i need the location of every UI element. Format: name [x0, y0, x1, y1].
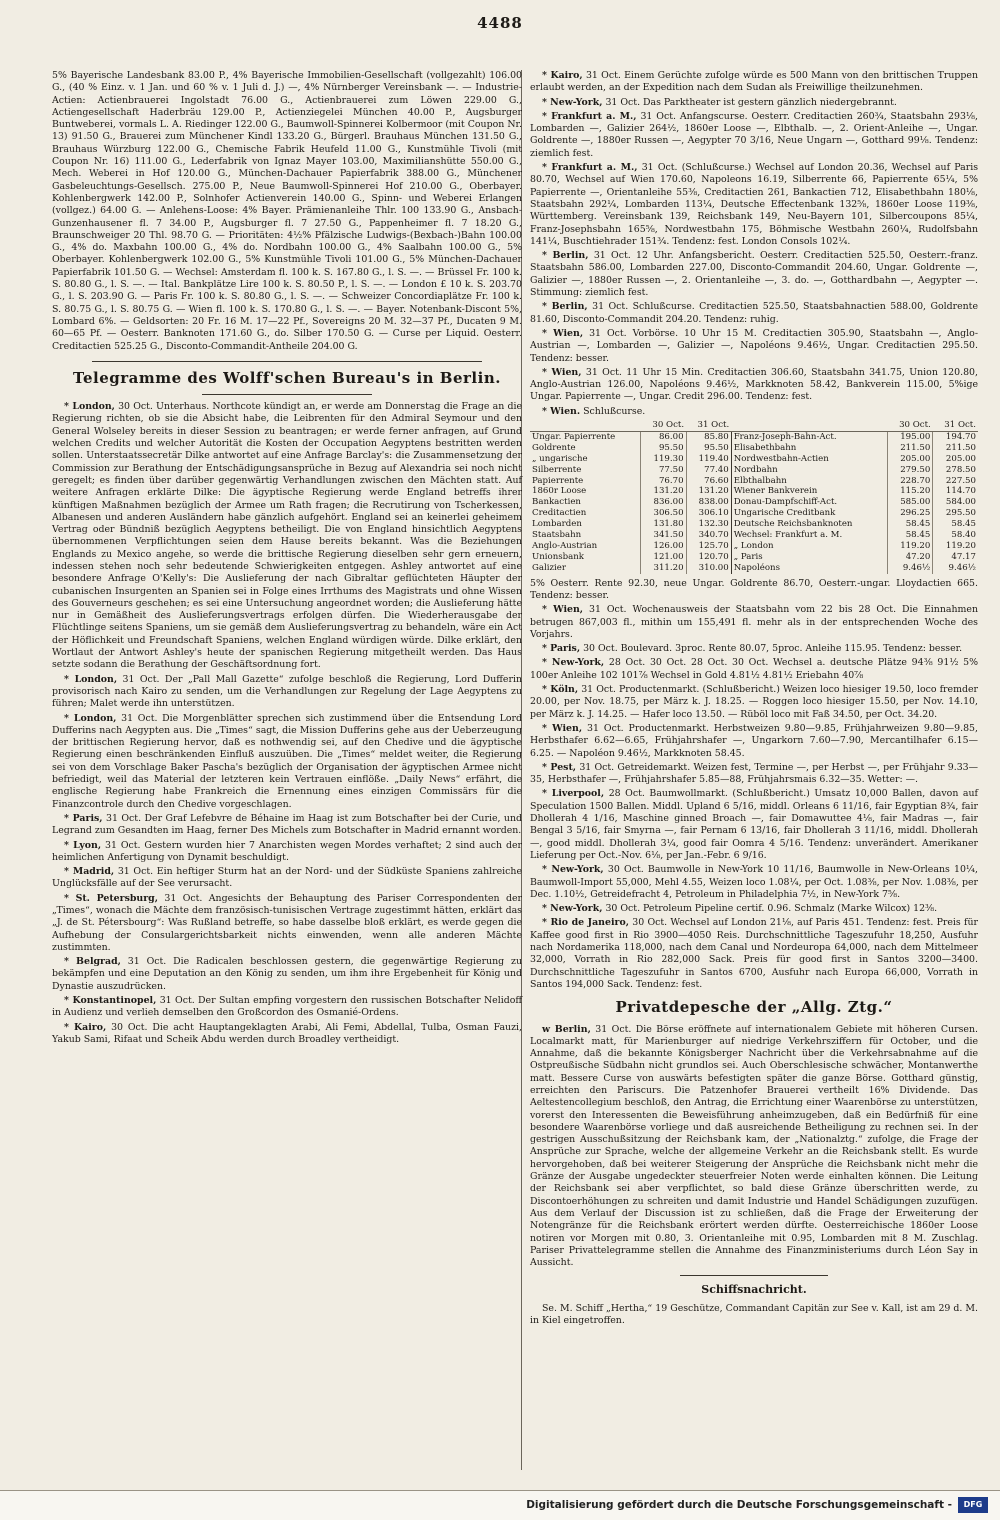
dispatch-belgrad: [52, 956, 522, 993]
table-cell-label: Wiener Bankverein: [731, 486, 887, 497]
table-cell-label: Ungar. Papierrente: [532, 431, 616, 442]
dispatch-text: 31 Oct. Das Parktheater ist gestern gänzlich niedergebrannt.: [605, 96, 897, 108]
table-cell-value: 76.70: [641, 476, 686, 487]
dispatch-text: 31 Oct. Der Sultan empfing vorgestern den russischen Botschafter Nelidoff in Audienz und verlieh demselben den Großcordon des Osmanié-Ordens.: [52, 995, 522, 1019]
table-cell-value: 115.20: [888, 486, 933, 497]
dispatch-london-31b: [52, 713, 522, 811]
table-cell-value: 77.50: [641, 465, 686, 476]
table-cell-label: „ London: [731, 541, 887, 552]
dispatch-text: 30 Oct. Unterhaus. Northcote kündigt an, er werde am Donnerstag die Frage an die Regierung richten, ob sie die Absicht habe, die Leibrenten für den Admiral Seymour und den General Wolseley bereits in dieser Session zu beantragen; er werde ferner anfragen, auf Grund welchen Credits und welcher Autorität die Kosten der Occupation Aegyptens bestritten werden sollen. Unterstaatssecretär Dilke antwortet auf eine Anfrage Barclay's: die Zusammensetzung der Commission zur Berathung der Entschädigungsansprüche in Bezug auf Alexandria sei noch nicht geregelt; es finden über darüber gegenwärtig Verhandlungen zwischen den Mächten statt. Auf weitere Anfragen erklärte Dilke: Die ägyptische Regierung werde England betreffs ihrer künftigen Maßnahmen bezüglich der Armee um Rath fragen; die Recrutirung von Tscherkessen, Albanesen und anderen Ausländern habe gänzlich aufgehört. England sei an keinerlei geheimem Vertrag oder Bündniß bezüglich Aegyptens betheiligt. Die von England hinsichtlich Aegyptens übernommenen Verpflichtungen seien dem Hause bereits bekannt. Was die Beziehungen Englands zu Mexico angehe, so werde die brittische Regierung dieselben sehr gern erneuern, indessen stehen noch sehr bedeutende Schwierigkeiten entgegen. Ashley antwortet auf eine besondere Anfrage O'Kelly's: Die Auslieferung der nach Gibraltar geflüchteten Häupter der cubanischen Insurgenten an Spanien sei in Folge eines Irrthums des Magistrats und ohne Wissen des Gouverneurs geschehen; es sei eine Untersuchung angeordnet worden; die Auslieferung hätte nur in Gemäßheit des Auslieferungsvertrags erfolgen dürfen. Die Wiederherausgabe der Flüchtlinge seitens Spaniens, um sie gemäß dem Auslieferungsvertrag zu behandeln, wäre ein Act der Höflichkeit und Freundschaft Spaniens, welchen England würdigen würde. Dilke erklärt, den Wortlaut der Antwort Ashley's heute der spanischen Regierung mitgetheilt werden. Das Haus setzte sodann die Berathung der Geschäftsordnung fort.: [52, 401, 523, 671]
dispatch-new-york-1: [530, 97, 978, 109]
table-cell-value: 306.50: [641, 508, 686, 519]
place-lyon: * Lyon,: [64, 839, 102, 851]
dispatch-wien-2: [530, 367, 978, 404]
table-row: [530, 454, 978, 465]
footer-credit: Digitalisierung gefördert durch die Deutsche Forschungsgemeinschaft -: [526, 1499, 952, 1511]
table-cell-label: „ Paris: [731, 552, 887, 563]
dispatch-kairo-30: [52, 1022, 522, 1047]
table-cell-value: 205.00: [888, 454, 933, 465]
dispatch-text: 31 Oct. Wochenausweis der Staatsbahn vom 22 bis 28 Oct. Die Einnahmen betrugen 867,003 fl., mithin um 155,491 fl. mehr als in der entsprechenden Woche des Vorjahrs.: [530, 604, 978, 640]
place-london: * London,: [64, 712, 117, 724]
table-cell-label: Lombarden: [532, 519, 582, 530]
place-kairo: * Kairo,: [542, 70, 583, 81]
dispatch-text: 31 Oct. Productenmarkt. Herbstweizen 9.80—9.85, Frühjahrweizen 9.80—9.85, Herbsthafer 6.62—6.65, Frühjahrshafer —, Ungarkorn 7.60—7.90, Mercantilhafer 6.15—6.25. — Napoléon 9.46½, Markknoten 58.45.: [530, 722, 978, 759]
dispatch-madrid: [52, 866, 522, 891]
table-row: [530, 519, 978, 530]
table-cell-label: Donau-Dampfschiff-Act.: [731, 497, 887, 508]
telegram-heading: Telegramme des Wolff'schen Bureau's in Berlin.: [73, 368, 501, 387]
dispatch-text: 31 Oct. Der Graf Lefebvre de Béhaine im Haag ist zum Botschafter bei der Curie, und Legrand zum Gesandten im Haag, ferner Des Michels zum Botschafter in Madrid ernannt worden.: [52, 812, 522, 837]
table-cell-value: 838.00: [686, 497, 731, 508]
table-cell-value: 211.50: [933, 443, 978, 454]
dispatch-text: 31 Oct. 12 Uhr. Anfangsbericht. Oesterr. Creditactien 525.50, Oesterr.-franz. Staatsbahn 586.00, Lombarden 227.00, Disconto-Commandit 204.60, Ungar. Goldrente —, Galizier —, 1880er Russen —, 2. Orientanleihe —, 3. do. —, Gotthardbahn —, Aegypter —. Stimmung: ziemlich fest.: [530, 250, 978, 299]
table-cell-value: 131.20: [641, 486, 686, 497]
dispatch-text: 31 Oct. Getreidemarkt. Weizen fest, Termine —, per Herbst —, per Frühjahr 9.33—35, Herbsthafer —, Frühjahrshafer 5.85—88, Frühjahrsmais 6.32—35. Wetter: —.: [530, 761, 978, 786]
place-madrid: * Madrid,: [64, 866, 115, 878]
dispatch-berlin-1: [530, 250, 978, 299]
table-cell-label: Galizier: [532, 562, 566, 573]
dispatch-private-berlin: [530, 1024, 978, 1270]
place-rio: * Rio de Janeiro,: [542, 917, 629, 929]
table-cell-label: Nordwestbahn-Actien: [731, 454, 887, 465]
page-number: 4488: [477, 14, 523, 32]
table-cell-value: 95.50: [686, 443, 731, 454]
table-cell-value: 9.46½: [888, 563, 933, 574]
left-column: [52, 70, 522, 1048]
place-new-york: * New-York,: [542, 96, 603, 108]
dispatch-text: 31 Oct. Gestern wurden hier 7 Anarchisten wegen Mordes verhaftet; 2 sind auch der heimlichen Anfertigung von Dynamit beschuldigt.: [52, 839, 522, 863]
table-header: 30 Oct.: [888, 420, 933, 431]
table-cell-label: Unionsbank: [532, 551, 585, 562]
ship-news-heading: Schiffsnachricht.: [701, 1283, 807, 1297]
table-cell-value: 119.20: [888, 541, 933, 552]
place-wien: * Wien,: [542, 722, 583, 734]
table-row: [530, 530, 978, 541]
dispatch-rio: [530, 917, 978, 991]
dispatch-text: 31 Oct. Die Morgenblätter sprechen sich zustimmend über die Entsendung Lord Dufferins nach Aegypten aus. Die „Times“ sagt, die Mission Dufferins gehe aus der Ueberzeugung der brittischen Regierung hervor, daß es nothwendig sei, auf den Chedive und die ägyptische Regierung einen beschränkenden Einfluß auszuüben. Die „Times“ meldet weiter, die Regierung sei von dem Vorschlage Baker Pascha's bezüglich der Organisation der ägyptischen Armee nicht befriedigt, weil das Material der letzteren kein Vertrauen einflöße. „Daily News“ erfährt, die englische Regierung habe Frankreich die Ernennung eines einzigen Commissärs für die Finanzcontrole durch den Chedive vorgeschlagen.: [52, 712, 523, 810]
dispatch-text: 31 Oct. Schlußcurse. Creditactien 525.50, Staatsbahnactien 588.00, Goldrente 81.60, Disconto-Commandit 204.20. Tendenz: ruhig.: [530, 301, 978, 325]
table-body: [530, 431, 978, 573]
place-new-york: * New-York,: [542, 903, 603, 915]
table-cell-label: Bankactien: [532, 497, 581, 508]
table-cell-label: Wechsel: Frankfurt a. M.: [731, 530, 887, 541]
place-wien: * Wien.: [542, 405, 581, 417]
dispatch-london-31a: [52, 674, 522, 711]
place-london: * London,: [64, 673, 118, 685]
place-berlin: * Berlin,: [542, 250, 589, 262]
table-cell-label: Napoléons: [731, 563, 887, 574]
dispatch-text: 31 Oct. Der „Pall Mall Gazette“ zufolge beschloß die Regierung, Lord Dufferin provisorisch nach Kairo zu senden, um die Verhandlungen zur Regelung der Lage Aegyptens zu führen; Malet werde ihn unterstützen.: [52, 673, 523, 710]
table-cell-value: 295.50: [933, 508, 978, 519]
section-rule: [92, 361, 482, 362]
dispatch-liverpool: [530, 788, 978, 862]
dispatch-text: 31 Oct. 11 Uhr 15 Min. Creditactien 306.60, Staatsbahn 341.75, Union 120.80, Anglo-Austrian 126.00, Napoléons 9.46½, Markknoten 58.42, Bankverein 115.00, 5%ige Ungar. Papierrente —, Ungar. Credit 296.00. Tendenz: fest.: [530, 366, 978, 403]
table-cell-label: Elisabethbahn: [731, 443, 887, 454]
dispatch-text: 30 Oct. Die acht Hauptangeklagten Arabi, Ali Femi, Abdellal, Tulba, Osman Fauzi, Yakub Sami, Rifaat und Scheik Abdu werden durch Broadley vertheidigt.: [52, 1021, 522, 1045]
heading-rule: [202, 394, 372, 395]
table-cell-value: 76.60: [686, 476, 731, 487]
table-cell-label: Ungarische Creditbank: [731, 508, 887, 519]
market-report-continued: 5% Bayerische Landesbank 83.00 P., 4% Bayerische Immobilien-Gesellschaft (vollgezahlt) 106.00 G., (40 % Einz. v. 1 Jan. und 60 % v. 1 Juli d. J.) —, 4% Nürnberger Vereinsbank —. — Industrie-Actien: Actienbrauerei Ingolstadt 76.00 G., Actienbrauerei zum Löwen 229.00 G., Actiengesellschaft Haderbräu 129.00 P., Actienziegelei München 40.00 P., Augsburger Buntweberei, vormals L. A. Riedinger 122.00 G., Baumwoll-Spinnerei Kolbermoor (mit Coupon Nr. 13) 91.50 G., Brauerei zum Münchener Kindl 133.20 G., Bürgerl. Brauhaus München 131.50 G., Brauhaus Würzburg 122.00 G., Chemische Fabrik Heufeld 11.00 G., Kunstmühle Tivoli (mit Coupon Nr. 16) 111.00 G., Lederfabrik von Ignaz Mayer 103.00, Maximilianshütte 550.00 G., Mech. Weberei in Hof 120.00 G., München-Dachauer Papierfabrik 388.00 G., Münchener Gasbeleuchtungs-Gesellsch. 275.00 P., Neue Baumwoll-Spinnerei Hof 210.00 G., Oberbayer. Kohlenbergwerk 142.00 P., Solnhofer Actienverein 140.00 G., Spinn- und Weberei Erlangen (vollgez.) 64.00 G. — Anlehens-Loose: 4% Bayer. Prämienanleihe Thlr. 100 133.90 G., Ansbach-Gunzenhausener fl. 7 34.00 P., Augsburger fl. 7 27.50 G., Pappenheimer fl. 7 18.20 G., Braunschweiger 20 Thl. 98.70 G. — Prioritäten: 4½% Pfälzische Ludwigs-(Bexbach-)Bahn 100.00 G., 4% do. Maxbahn 100.00 G., 4% do. Nordbahn 100.00 G., 4% Saalbahn 100.00 G., 5% Oberbayer. Kohlenbergwerk 102.00 G., 5% Kunstmühle Tivoli 101.00 G., 5% München-Dachauer Papierfabrik 101.50 G. — Wechsel: Amsterdam fl. 100 k. S. 167.80 G., l. S. —. — Brüssel Fr. 100 k. S. 80.80 G., l. S. —. — Ital. Bankplätze Lire 100 k. S. 80.50 P., l. S. —. — London £ 10 k. S. 203.70 G., l. S. 203.90 G. — Paris Fr. 100 k. S. 80.80 G., l. S. —. — Schweizer Concordiaplätze Fr. 100 k. S. 80.75 G., l. S. 80.75 G. — Wien fl. 100 k. S. 170.80 G., l. S. —. — Bayer. Notenbank-Discont 5%, Lombard 6%. — Geldsorten: 20 Fr. 16 M. 17—22 Pf., Sovereigns 20 M. 32—37 Pf., Ducaten 9 M. 60—65 Pf. — Oesterr. Banknoten 171.60 G., do. Silber 170.50 G. — Curse per Liquid. Oesterr. Creditactien 525.25 G., Disconto-Commandit-Antheile 204.00 G.: [52, 70, 522, 352]
table-row: [530, 508, 978, 519]
table-cell-value: 296.25: [888, 508, 933, 519]
table-cell-value: 132.30: [686, 519, 731, 530]
place-berlin: * Berlin,: [542, 301, 588, 313]
table-cell-label: Anglo-Austrian: [532, 540, 598, 551]
table-cell-label: Franz-Joseph-Bahn-Act.: [731, 431, 887, 442]
table-cell-value: 311.20: [641, 563, 686, 574]
place-konstantinopel: * Konstantinopel,: [64, 995, 157, 1007]
table-row: [530, 431, 978, 442]
table-cell-label: Staatsbahn: [532, 530, 582, 541]
table-cell-value: 47.20: [888, 552, 933, 563]
table-row: [530, 563, 978, 574]
place-wien: * Wien,: [542, 604, 584, 616]
table-cell-value: 278.50: [933, 465, 978, 476]
table-cell-value: 119.30: [641, 454, 686, 465]
table-header: 31 Oct.: [686, 420, 731, 431]
table-cell-value: 85.80: [686, 431, 731, 442]
place-wien: * Wien,: [542, 366, 582, 378]
table-header: 31 Oct.: [933, 420, 978, 431]
table-cell-value: 126.00: [641, 541, 686, 552]
place-london: * London,: [64, 401, 115, 413]
dispatch-text: 31 Oct. Die Radicalen beschlossen gestern, die gegenwärtige Regierung zu bekämpfen und eine Deputation an den König zu senden, um ihm ihre Ergebenheit für König und Dynastie auszudrücken.: [52, 956, 523, 992]
table-header-blank: [731, 420, 887, 431]
table-cell-label: Goldrente: [532, 442, 576, 453]
table-cell-value: 58.45: [888, 530, 933, 541]
dispatch-text: 31 Oct. Die Börse eröffnete auf internationalem Gebiete mit höheren Cursen. Localmarkt matt, für Marienburger auf niedrige Verkehrsziffern für October, und die Annahme, daß die bekannte Königsberger Nachricht über die Verkehrsabnahme auf die Ostpreußische Südbahn nicht grundlos sei. Auch Oberschlesische schwächer, Montanwerthe matt. Bessere Curse von auswärts befestigten später die ganze Börse. Gotthard günstig, erreichten den Pariscurs. Die Patzenhofer Brauerei vertheilt 16% Dividende. Das Aeltestencollegium beschloß, den Antrag, die Errichtung einer Waarenbörse zu unterstützen, vorerst den Interessenten die Beweisführung anheimzugeben, daß ein Bedürfniß für eine besondere Waarenbörse vorliege und daß ausreichende Betheiligung zu rechnen sei. In der gestrigen Ausschußsitzung der Reichsbank kam, der „Nationalztg.“ zufolge, die Frage der Ansprüche zur Sprache, welche der allgemeine Verkehr an die Reichsbank stellt. Es wurde hervorgehoben, daß bei weiterer Steigerung der Ansprüche die Reichsbank nicht mehr die Gränze der Ausgabe ungedeckter steuerfreier Noten werde einhalten können. Die Leitung der Reichsbank sei aber verpflichtet, so bald diese Gränze überschritten werde, zu Discontoerhöhungen zu schreiten und damit Industrie und Handel Schädigungen zuzufügen. Aus dem Verlauf der Discussion ist zu schließen, daß die Frage der Erweiterung der Notengränze für die Reichsbank erörtert werden dürfte. Oesterreichische 1860er Loose notiren vor Morgen mit 0.80, 3. Orientanleihe mit 0.95, Lombarden mit 8 M. Zuschlag. Pariser Privattelegramme stellen die Annahme des Finanzministeriums durch Léon Say in Aussicht.: [530, 1023, 978, 1269]
table-row: [530, 552, 978, 563]
table-cell-value: 195.00: [888, 431, 933, 442]
dispatch-text: 30 Oct. Wechsel auf London 21⅛, auf Paris 451. Tendenz: fest. Preis für Kaffee good first in Rio 3900—4050 Reis. Durchschnittliche Tageszufuhr 18,250, Ausfuhr nach Nordamerika 118,000, nach dem Canal und Nordeuropa 64,000, nach dem Mittelmeer 32,000, Vorrath in Rio 282,000 Sack. Preis für good first in Santos 3200—3400. Durchschnittliche Tageszufuhr in Santos 6700, Ausfuhr nach Europa 66,000, Vorrath in Santos 194,000 Sack. Tendenz: fest.: [530, 917, 978, 990]
place-frankfurt: * Frankfurt a. M.,: [542, 162, 638, 174]
place-berlin: w Berlin,: [542, 1023, 591, 1035]
table-cell-value: 585.00: [888, 497, 933, 508]
table-row: [530, 497, 978, 508]
place-paris: * Paris,: [64, 812, 103, 824]
place-st-petersburg: * St. Petersburg,: [64, 892, 158, 904]
table-cell-label: Elbthalbahn: [731, 476, 887, 487]
place-belgrad: * Belgrad,: [64, 956, 121, 968]
place-frankfurt: * Frankfurt a. M.,: [542, 110, 637, 122]
dispatch-wien-4: [530, 604, 978, 641]
table-cell-value: 205.00: [933, 454, 978, 465]
table-row: [530, 541, 978, 552]
dispatch-text: 31 Oct. Einem Gerüchte zufolge würde es 500 Mann von den brittischen Truppen erlaubt werden, an der Expedition nach dem Sudan als Freiwillige theilzunehmen.: [530, 70, 978, 94]
dispatch-st-petersburg: [52, 893, 522, 954]
vienna-closing-table: [530, 420, 978, 574]
dispatch-pest: [530, 762, 978, 787]
dfg-logo: DFG: [958, 1497, 988, 1513]
table-cell-label: Deutsche Reichsbanknoten: [731, 519, 887, 530]
dispatch-wien-1: [530, 328, 978, 365]
dispatch-text: Schlußcurse.: [583, 405, 646, 417]
dispatch-frankfurt-2: [530, 162, 978, 248]
table-cell-value: 114.70: [933, 486, 978, 497]
table-cell-label: Silberrente: [532, 464, 582, 475]
table-cell-label: Creditactien: [532, 508, 587, 519]
table-cell-label: Nordbahn: [731, 465, 887, 476]
table-row: [530, 465, 978, 476]
table-cell-label: „ ungarische: [532, 453, 588, 464]
table-cell-value: 131.80: [641, 519, 686, 530]
table-cell-label: Papierrente: [532, 475, 584, 486]
place-kairo: * Kairo,: [64, 1021, 107, 1033]
dispatch-koeln: [530, 684, 978, 721]
dispatch-text: 30 Oct. Boulevard. 3proc. Rente 80.07, 5proc. Anleihe 115.95. Tendenz: besser.: [583, 643, 963, 655]
dispatch-new-york-3: [530, 864, 978, 901]
section-rule: [680, 1275, 828, 1276]
dispatch-text: 30 Oct. Petroleum Pipeline certif. 0.96. Schmalz (Marke Wilcox) 12⅜.: [605, 903, 938, 915]
table-cell-value: 58.40: [933, 530, 978, 541]
table-header-blank: [530, 420, 641, 431]
dispatch-new-york-4: [530, 903, 978, 915]
place-koeln: * Köln,: [542, 684, 579, 696]
table-cell-value: 228.70: [888, 476, 933, 487]
dispatch-lyon: [52, 840, 522, 865]
table-cell-value: 125.70: [686, 541, 731, 552]
table-header: 30 Oct.: [641, 420, 686, 431]
table-cell-value: 120.70: [686, 552, 731, 563]
table-cell-value: 584.00: [933, 497, 978, 508]
table-cell-value: 9.46½: [933, 563, 978, 574]
table-cell-value: 58.45: [888, 519, 933, 530]
table-cell-value: 306.10: [686, 508, 731, 519]
ship-news: Se. M. Schiff „Hertha,“ 19 Geschütze, Commandant Capitän zur See v. Kall, ist am 29 d. M. in Kiel eingetroffen.: [530, 1302, 978, 1327]
dispatch-wien-5: [530, 723, 978, 760]
dispatch-text: 31 Oct. Productenmarkt. (Schlußbericht.) Weizen loco hiesiger 19.50, loco fremder 20.00, per Nov. 18.75, per März k. J. 18.25. — Roggen loco hiesiger 15.50, per Nov. 14.10, per März k. J. 14.25. — Hafer loco 13.50. — Rüböl loco mit Faß 34.50, per Oct. 34.20.: [530, 684, 978, 720]
table-cell-value: 341.50: [641, 530, 686, 541]
dispatch-wien-3-after: 5% Oesterr. Rente 92.30, neue Ungar. Goldrente 86.70, Oesterr.-ungar. Lloydactien 665. Tendenz: besser.: [530, 577, 978, 601]
right-column: [530, 70, 978, 1329]
footer-bar: [0, 1490, 1000, 1520]
table-cell-value: 47.17: [933, 552, 978, 563]
dispatch-new-york-2: [530, 657, 978, 682]
table-header-row: [530, 420, 978, 431]
dispatch-berlin-2: [530, 301, 978, 326]
table-cell-value: 279.50: [888, 465, 933, 476]
place-liverpool: * Liverpool,: [542, 788, 605, 800]
place-paris: * Paris,: [542, 643, 581, 655]
dispatch-london-30: [52, 401, 522, 672]
dispatch-text: 31 Oct. Anfangscurse. Oesterr. Creditactien 260¾, Staatsbahn 293⅛, Lombarden —, Galizier 264½, 1860er Loose —, Elbthalb. —, 2. Orient-Anleihe —, Ungar. Goldrente —, 1880er Russen —, Aegypter 70 3/16, Neue Ungarn —, Gotthard 99⅛. Tendenz: ziemlich fest.: [530, 110, 978, 159]
private-dispatch-heading: Privatdepesche der „Allg. Ztg.“: [615, 998, 893, 1017]
table-cell-value: 119.40: [686, 454, 731, 465]
dispatch-text: 30 Oct. Baumwolle in New-York 10 11/16, Baumwolle in New-Orleans 10¼, Baumwoll-Import 55,000, Mehl 4.55, Weizen loco 1.08¼, per Oct. 1.08⅜, per Nov. 1.08⅜, per Dec. 1.10½, Getreidefracht 4, Petroleum in Philadelphia 7½, in New-York 7⅝.: [530, 864, 978, 900]
dispatch-text: 31 Oct. Vorbörse. 10 Uhr 15 M. Creditactien 305.90, Staatsbahn —, Anglo-Austrian —, Lombarden —, Galizier —, Napoléons 9.46½, Ungar. Creditactien 295.50. Tendenz: besser.: [530, 327, 978, 364]
table-cell-value: 121.00: [641, 552, 686, 563]
place-new-york: * New-York,: [542, 864, 604, 876]
table-cell-value: 119.20: [933, 541, 978, 552]
table-cell-value: 836.00: [641, 497, 686, 508]
table-cell-value: 340.70: [686, 530, 731, 541]
table-cell-value: 86.00: [641, 431, 686, 442]
dispatch-text: 28 Oct. 30 Oct. 28 Oct. 30 Oct. Wechsel a. deutsche Plätze 94⅜ 91½ 5% 100er Anleihe 102 101⅞ Wechsel in Gold 4.81½ 4.81½ Eriebahn 40⅞: [530, 657, 978, 681]
table-row: [530, 486, 978, 497]
dispatch-frankfurt-1: [530, 111, 978, 160]
table-cell-value: 95.50: [641, 443, 686, 454]
dispatch-wien-3: [530, 406, 978, 418]
dispatch-text: 31 Oct. (Schlußcurse.) Wechsel auf London 20.36, Wechsel auf Paris 80.70, Wechsel auf Wien 170.60, Napoleons 16.19, Silberrente 66, Papierrente 65¼, 5% Papierrente —, Orientanleihe 55⅜, Creditactien 261, Bankactien 712, Elisabethbahn 180⅛, Staatsbahn 292¼, Lombarden 113¼, Deutsche Effectenbank 132⅝, 1860er Loose 119⅜, Württemberg. Vereinsbank 139, Reichsbank 149, Neu-Bayern 101, Silbercoupons 85¼, Franz-Josephsbahn 165⅝, Nordwestbahn 175, Böhmische Westbahn 260¼, Rudolfsbahn 141¼, Buschtiehrader 151¾. Tendenz: fest. London Consols 102¼.: [530, 162, 978, 247]
table-cell-value: 77.40: [686, 465, 731, 476]
place-wien: * Wien,: [542, 327, 584, 339]
place-pest: * Pest,: [542, 761, 577, 773]
table-cell-value: 194.70: [933, 431, 978, 442]
dispatch-text: 31 Oct. Ein heftiger Sturm hat an der Nord- und der Südküste Spaniens zahlreiche Unglücksfälle auf der See verursacht.: [52, 866, 523, 890]
dispatch-paris: [52, 813, 522, 838]
table-cell-value: 227.50: [933, 476, 978, 487]
table-cell-value: 310.00: [686, 563, 731, 574]
dispatch-kairo-31: [530, 70, 978, 95]
dispatch-konstantinopel: [52, 995, 522, 1020]
table-cell-value: 211.50: [888, 443, 933, 454]
place-new-york: * New-York,: [542, 657, 605, 669]
table-cell-label: 1860r Loose: [532, 486, 587, 497]
table-cell-value: 58.45: [933, 519, 978, 530]
dispatch-paris-2: [530, 643, 978, 655]
dispatch-text: 31 Oct. Angesichts der Behauptung des Pariser Correspondenten der „Times“, wonach die Mächte dem französisch-tunisischen Vertrage zugestimmt hätten, erklärt das „J. de St. Pétersbourg“: Was Rußland betreffe, so habe dasselbe bloß erklärt, es werde gegen die Aufhebung der Consulargerichtsbarkeit nichts einwenden, wenn alle anderen Mächte zustimmten.: [52, 892, 523, 953]
table-row: [530, 476, 978, 487]
table-cell-value: 131.20: [686, 486, 731, 497]
dispatch-text: 28 Oct. Baumwollmarkt. (Schlußbericht.) Umsatz 10,000 Ballen, davon auf Speculation 1500 Ballen. Middl. Upland 6 5/16, middl. Orleans 6 11/16, fair Egyptian 8¾, fair Dhollerah 4 1/16, Maschine ginned Broach —, fair Domawuttee 4⅛, fair Madras —, fair Bengal 3 5/16, fair Smyrna —, fair Pernam 6 13/16, fair Dhollerah 3 11/16, middl. Dhollerah —, good middl. Dhollerah 3¼, good fair Oomra 4 5/16. Tendenz: unverändert. Amerikaner Lieferung per Oct.-Nov. 6⅛, per Jan.-Febr. 6 9/16.: [530, 788, 979, 861]
table-row: [530, 443, 978, 454]
